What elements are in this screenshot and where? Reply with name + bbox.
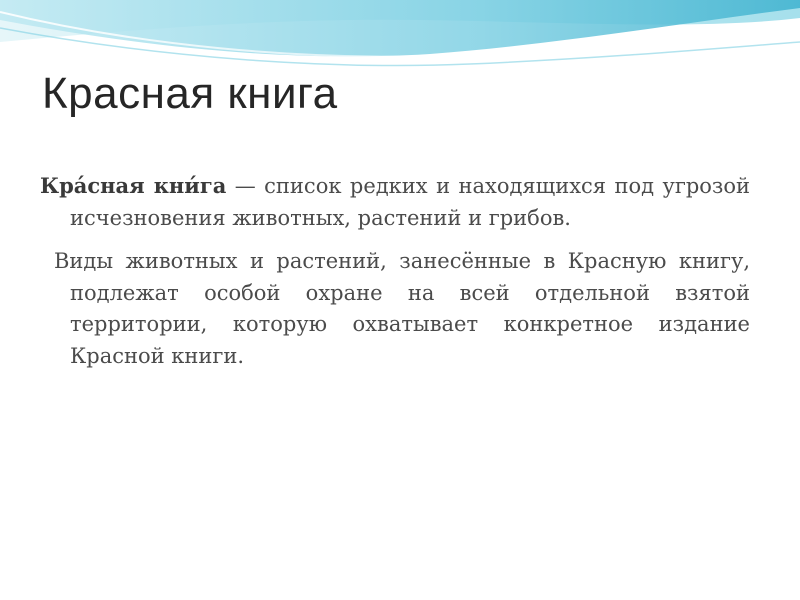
definition-term: Кра́сная кни́га (40, 173, 227, 198)
definition-text: — список редких и находящихся под угрозой исчезновения животных, растений и грибов. (70, 174, 750, 230)
definition-paragraph (40, 170, 750, 234)
slide-title: Красная книга (42, 69, 338, 118)
slide-body (40, 170, 750, 384)
protection-paragraph: Виды животных и растений, занесённые в Красную книгу, подлежат особой охране на всей отдельной взятой территории, которую охватывает конкретное издание Красной книги. (54, 249, 750, 368)
